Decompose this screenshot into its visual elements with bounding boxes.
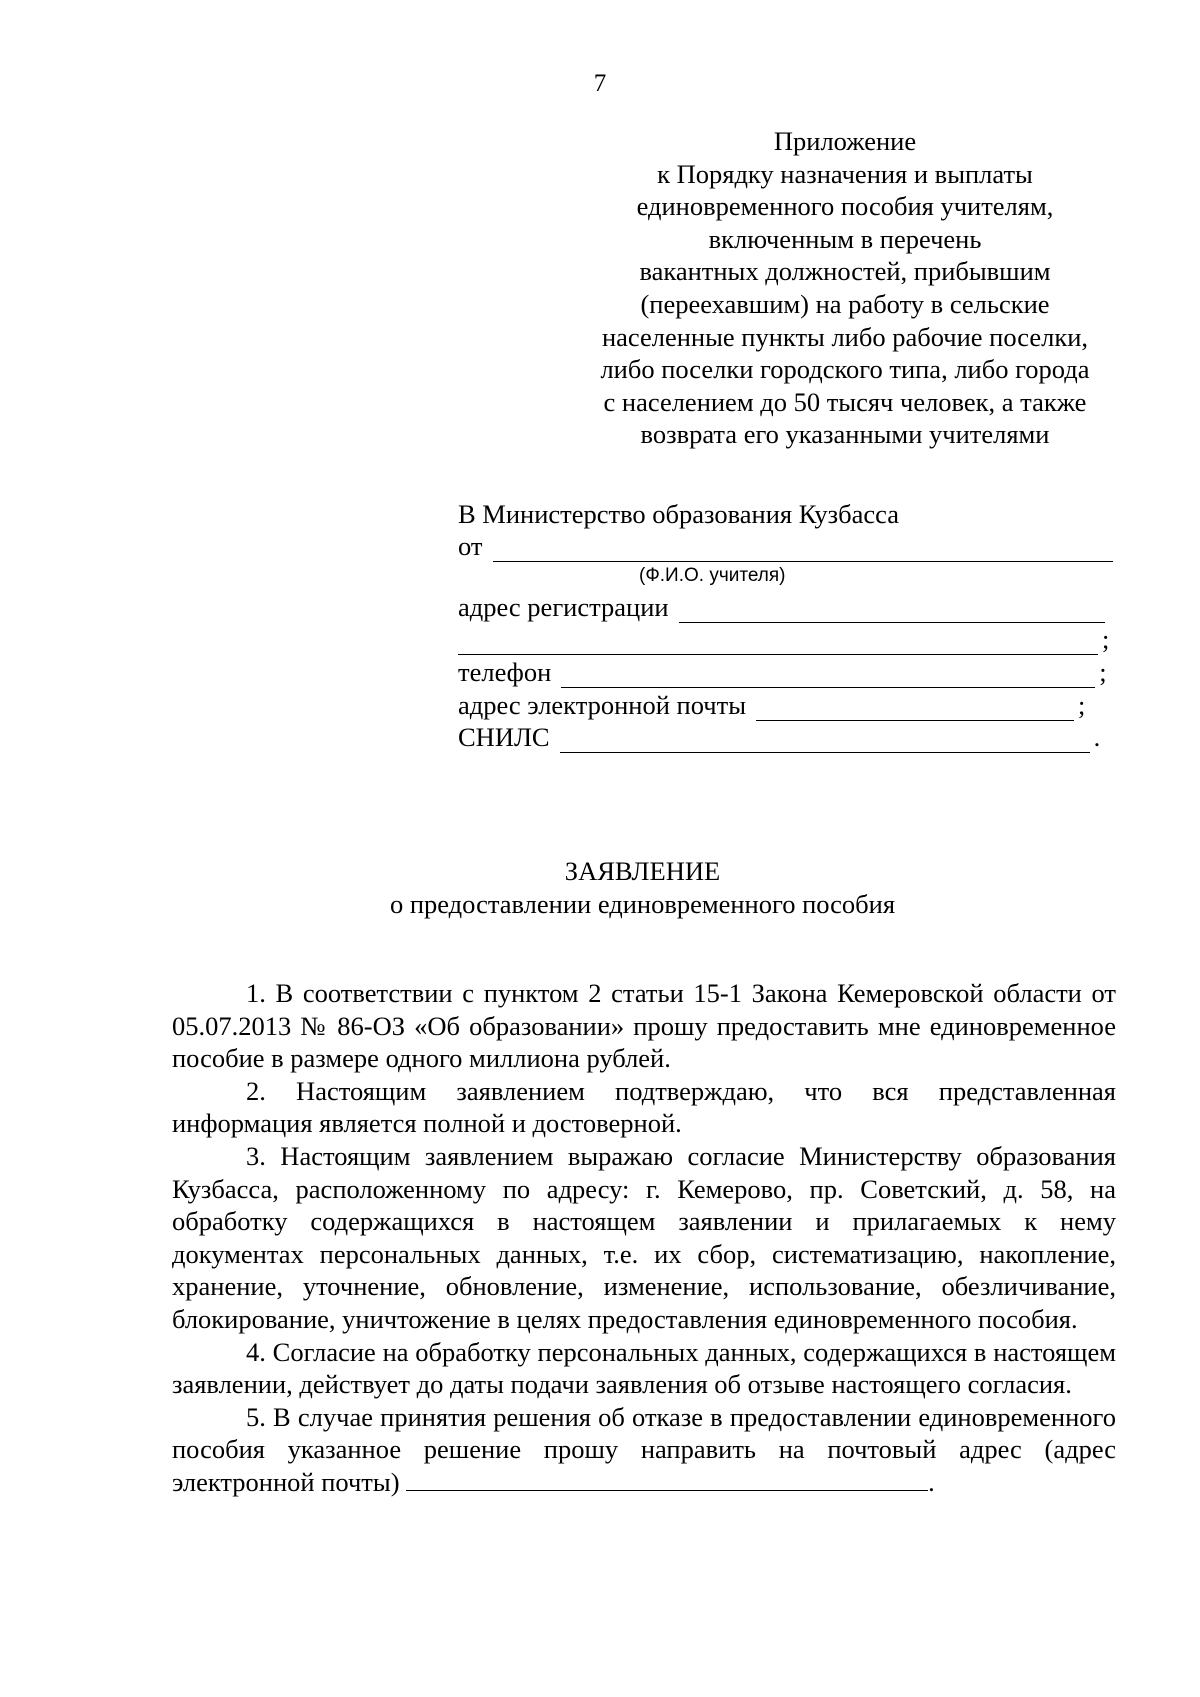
appendix-line: к Порядку назначения и выплаты [657, 158, 1033, 189]
appendix-line: населенные пункты либо рабочие поселки, [601, 321, 1089, 352]
appendix-line: либо поселки городского типа, либо города [600, 354, 1090, 385]
email-row [458, 688, 1113, 721]
phone-row [458, 655, 1113, 688]
paragraph-5-text: 5. В случае принятия решения об отказе в предоставлении единовременного пособия указанное решение прошу направить на почтовый адрес (адрес электронной почты) [172, 1401, 1116, 1497]
semicolon: ; [1099, 656, 1107, 687]
statement-title: ЗАЯВЛЕНИЕ [564, 856, 721, 886]
fio-field[interactable] [493, 536, 1113, 562]
address-row-2 [458, 623, 1113, 656]
address-field-2[interactable] [458, 629, 1098, 655]
snils-label: СНИЛС [458, 722, 550, 753]
snils-field[interactable] [560, 727, 1090, 753]
phone-label: телефон [458, 656, 552, 687]
recipient-line [458, 497, 1113, 530]
addressee-block [458, 497, 1113, 753]
snils-row [458, 721, 1113, 754]
paragraph-4: 4. Согласие на обработку персональных данных, содержащихся в настоящем заявлении, действует до даты подачи заявления об отзыве настоящего согласия. [172, 1336, 1116, 1400]
paragraph-1: 1. В соответствии с пунктом 2 статьи 15-1 Закона Кемеровской области от 05.07.2013 № 86-ОЗ «Об образовании» прошу предоставить мне единовременное пособие в размере одного миллиона рублей. [172, 978, 1116, 1074]
paragraph-2: 2. Настоящим заявлением подтверждаю, что вся представленная информация является полной и достоверной. [172, 1075, 1116, 1139]
address-label: адрес регистрации [458, 591, 669, 622]
email-field[interactable] [756, 695, 1074, 721]
appendix-line: с населением до 50 тысяч человек, а также [603, 386, 1087, 417]
page-number: 7 [593, 70, 607, 97]
period: . [1093, 722, 1101, 753]
email-label: адрес электронной почты [458, 689, 746, 720]
appendix-line: вакантных должностей, прибывшим [639, 256, 1051, 287]
appendix-line: единовременного пособия учителям, [636, 191, 1054, 222]
from-label: от [458, 531, 483, 562]
appendix-line: включенным в перечень [708, 223, 982, 254]
statement-heading [0, 855, 1200, 920]
refusal-address-field[interactable] [406, 1466, 928, 1491]
semicolon: ; [1102, 624, 1110, 655]
paragraph-5-end: . [928, 1466, 935, 1497]
appendix-line: (переехавшим) на работу в сельские [640, 288, 1050, 319]
semicolon: ; [1078, 689, 1086, 720]
fio-note: (Ф.И.О. учителя) [639, 565, 786, 587]
appendix-header [560, 125, 1130, 451]
address-row [458, 590, 1113, 623]
paragraph-5 [172, 1401, 1116, 1499]
paragraph-3: 3. Настоящим заявлением выражаю согласие Министерству образования Кузбасса, расположенному по адресу: г. Кемерово, пр. Советский, д. 58, на обработку содержащихся в настоящем заявлении и прилагаемых к нему документах персональных данных, т.е. их сбор, систематизацию, накопление, хранение, уточнение, обновление, изменение, использование, обезличивание, блокирование, уничтожение в целях предоставления единовременного пособия. [172, 1140, 1116, 1334]
statement-subtitle: о предоставлении единовременного пособия [389, 888, 896, 919]
address-field[interactable] [679, 597, 1105, 623]
appendix-line: Приложение [773, 126, 917, 156]
from-row [458, 530, 1113, 563]
recipient-text: В Министерство образования Кузбасса [458, 498, 899, 529]
statement-body [172, 977, 1116, 1499]
appendix-line: возврата его указанными учителями [640, 419, 1050, 450]
phone-field[interactable] [561, 662, 1095, 688]
